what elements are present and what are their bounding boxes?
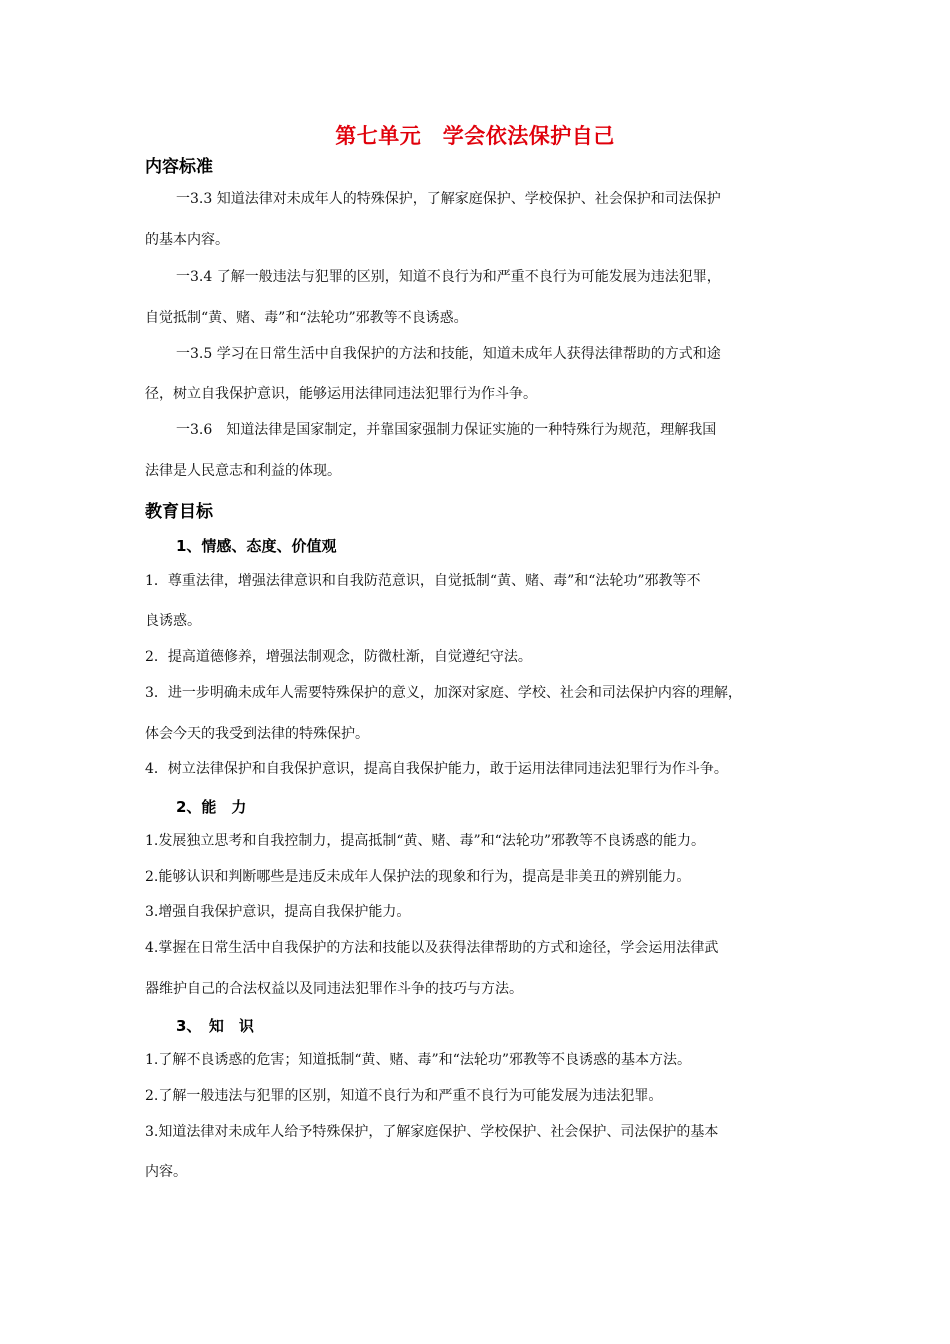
- paragraph-line: 一3.3 知道法律对未成年人的特殊保护，了解家庭保护、学校保护、社会保护和司法保护: [176, 191, 721, 207]
- page-title: 第七单元 学会依法保护自己: [335, 124, 615, 148]
- list-item-line: 3.增强自我保护意识，提高自我保护能力。: [145, 904, 411, 920]
- list-item-line: 3．进一步明确未成年人需要特殊保护的意义，加深对家庭、学校、社会和司法保护内容的理解，: [145, 685, 742, 701]
- list-item-line: 体会今天的我受到法律的特殊保护。: [145, 726, 369, 742]
- list-item-line: 内容。: [145, 1164, 187, 1180]
- list-item-line: 1.发展独立思考和自我控制力，提高抵制“黄、赌、毒”和“法轮功”邪教等不良诱惑的能力。: [145, 833, 705, 849]
- subheading-emotion-attitude-values: 1、情感、态度、价值观: [176, 537, 337, 555]
- subheading-ability: 2、能 力: [176, 798, 247, 816]
- list-item-line: 2.了解一般违法与犯罪的区别，知道不良行为和严重不良行为可能发展为违法犯罪。: [145, 1088, 663, 1104]
- list-item-line: 2．提高道德修养，增强法制观念，防微杜渐，自觉遵纪守法。: [145, 649, 532, 665]
- list-item-line: 1.了解不良诱惑的危害；知道抵制“黄、赌、毒”和“法轮功”邪教等不良诱惑的基本方法。: [145, 1052, 691, 1068]
- subheading-knowledge: 3、 知 识: [176, 1017, 254, 1035]
- list-item-line: 3.知道法律对未成年人给予特殊保护，了解家庭保护、学校保护、社会保护、司法保护的基本: [145, 1124, 719, 1140]
- paragraph-line: 径，树立自我保护意识，能够运用法律同违法犯罪行为作斗争。: [145, 386, 537, 402]
- section-heading-education-goals: 教育目标: [145, 502, 213, 522]
- list-item-line: 1．尊重法律，增强法律意识和自我防范意识，自觉抵制“黄、赌、毒”和“法轮功”邪教等不: [145, 573, 701, 589]
- list-item-line: 2.能够认识和判断哪些是违反未成年人保护法的现象和行为，提高是非美丑的辨别能力。: [145, 869, 691, 885]
- list-item-line: 4.掌握在日常生活中自我保护的方法和技能以及获得法律帮助的方式和途径，学会运用法律武: [145, 940, 719, 956]
- list-item-line: 4．树立法律保护和自我保护意识，提高自我保护能力，敢于运用法律同违法犯罪行为作斗争。: [145, 761, 728, 777]
- list-item-line: 器维护自己的合法权益以及同违法犯罪作斗争的技巧与方法。: [145, 981, 523, 997]
- paragraph-line: 一3.6 知道法律是国家制定，并靠国家强制力保证实施的一种特殊行为规范，理解我国: [176, 422, 717, 438]
- paragraph-line: 自觉抵制“黄、赌、毒”和“法轮功”邪教等不良诱惑。: [145, 310, 468, 326]
- paragraph-line: 法律是人民意志和利益的体现。: [145, 463, 341, 479]
- section-heading-content-standards: 内容标准: [145, 157, 213, 177]
- paragraph-line: 一3.4 了解一般违法与犯罪的区别，知道不良行为和严重不良行为可能发展为违法犯罪，: [176, 269, 721, 285]
- paragraph-line: 的基本内容。: [145, 232, 229, 248]
- paragraph-line: 一3.5 学习在日常生活中自我保护的方法和技能，知道未成年人获得法律帮助的方式和途: [176, 346, 721, 362]
- list-item-line: 良诱惑。: [145, 613, 201, 629]
